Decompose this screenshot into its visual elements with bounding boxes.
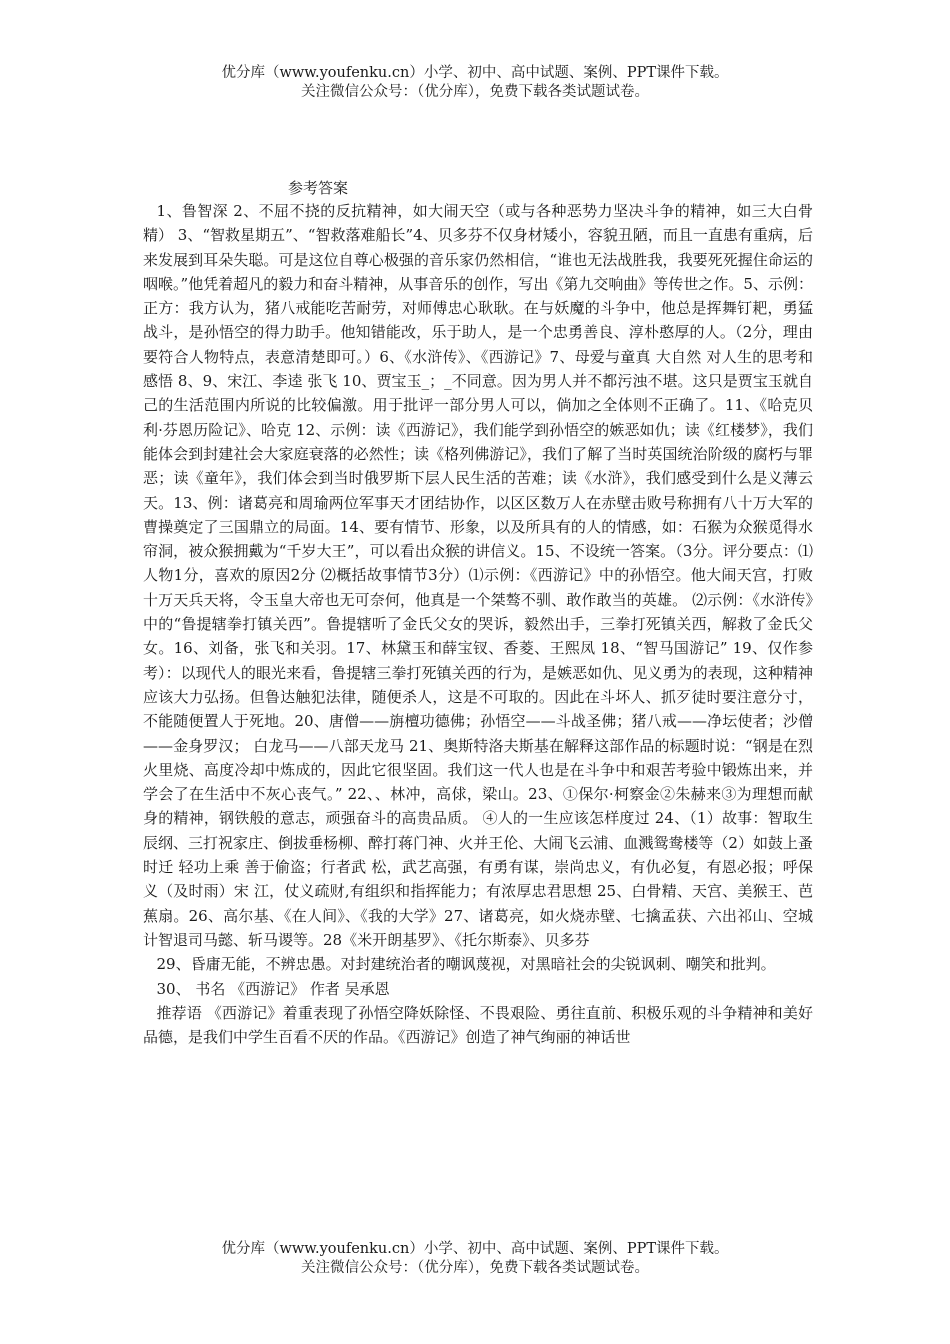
answer-paragraph-30: 30、 书名 《西游记》 作者 吴承恩 — [156, 979, 390, 998]
footer-line-1: 优分库（www.youfenku.cn）小学、初中、高中试题、案例、PPT课件下载。 — [221, 1241, 729, 1257]
answer-body — [143, 199, 813, 1049]
header-line-1: 优分库（www.youfenku.cn）小学、初中、高中试题、案例、PPT课件下载。 — [221, 65, 729, 81]
answer-paragraph-29: 29、昏庸无能，不辨忠愚。对封建统治者的嘲讽蔑视，对黑暗社会的尖锐讽刺、嘲笑和批判。 — [156, 955, 776, 974]
section-title: 参考答案 — [288, 179, 349, 197]
header-line-2: 关注微信公众号：（优分库），免费下载各类试题试卷。 — [301, 84, 649, 100]
page-footer — [0, 1240, 950, 1278]
page-header — [0, 64, 950, 102]
answer-paragraph-recommendation: 推荐语 《西游记》着重表现了孙悟空降妖除怪、不畏艰险、勇往直前、积极乐观的斗争精神和美好品德，是我们中学生百看不厌的作品。《西游记》创造了神气绚丽的神话世 — [143, 1003, 813, 1047]
footer-line-2: 关注微信公众号：（优分库），免费下载各类试题试卷。 — [301, 1260, 649, 1276]
answer-paragraph-1-28: 1、鲁智深 2、不屈不挠的反抗精神，如大闹天空（或与各种恶势力坚决斗争的精神，如三大白骨精） 3、“智救星期五”、“智救落难船长”4、贝多芬不仅身材矮小，容貌丑陋，而且一直患有重病，后来发展到耳朵失聪。可是这位自尊心极强的音乐家仍然相信，“谁也无法战胜我，我要死死握住命运的咽喉。”他凭着超凡的毅力和奋斗精神，从事音乐的创作，写出《第九交响曲》等传世之作。5、示例：正方：我方认为，猪八戒能吃苦耐劳，对师傅忠心耿耿。在与妖魔的斗争中，他总是挥舞钉耙，勇猛战斗，是孙悟空的得力助手。他知错能改，乐于助人，是一个忠勇善良、淳朴憨厚的人。（2分，理由要符合人物特点，表意清楚即可。）6、《水浒传》、《西游记》7、母爱与童真 大自然 对人生的思考和感悟 8、9、宋江、李逵 张飞 10、贾宝玉_；_不同意。因为男人并不都污浊不堪。这只是贾宝玉就自己的生活范围内所说的比较偏激。用于批评一部分男人可以，倘加之全体则不正确了。11、《哈克贝利·芬恩历险记》、哈克 12、示例：读《西游记》，我们能学到孙悟空的嫉恶如仇；读《红楼梦》，我们能体会到封建社会大家庭衰落的必然性；读《格列佛游记》，我们了解了当时英国统治阶级的腐朽与罪恶；读《童年》，我们体会到当时俄罗斯下层人民生活的苦难；读《水浒》，我们感受到什么是义薄云天。13、例：诸葛亮和周瑜两位军事天才团结协作，以区区数万人在赤壁击败号称拥有八十万大军的曹操奠定了三国鼎立的局面。14、要有情节、形象，以及所具有的人的情感，如：石猴为众猴觅得水帘洞，被众猴拥戴为“千岁大王”，可以看出众猴的讲信义。15、不设统一答案。（3分。评分要点：⑴人物1分，喜欢的原因2分 ⑵概括故事情节3分）⑴示例：《西游记》中的孙悟空。他大闹天宫，打败十万天兵天将，令玉皇大帝也无可奈何，他真是一个桀骜不驯、敢作敢当的英雄。 ⑵示例：《水浒传》中的“鲁提辖拳打镇关西”。鲁提辖听了金氏父女的哭诉，毅然出手，三拳打死镇关西，解救了金氏父女。16、刘备，张飞和关羽。17、林黛玉和薛宝钗、香菱、王熙凤 18、“智马国游记” 19、仅作参考）：以现代人的眼光来看，鲁提辖三拳打死镇关西的行为，是嫉恶如仇、见义勇为的表现，这种精神应该大力弘扬。但鲁达触犯法律，随便杀人，这是不可取的。因此在斗坏人、抓歹徒时要注意分寸，不能随便置人于死地。20、唐僧——旃檀功德佛；孙悟空——斗战圣佛；猪八戒——净坛使者；沙僧——金身罗汉； 白龙马——八部天龙马 21、奥斯特洛夫斯基在解释这部作品的标题时说：“钢是在烈火里烧、高度冷却中炼成的，因此它很坚固。我们这一代人也是在斗争中和艰苦考验中锻炼出来，并学会了在生活中不灰心丧气。” 22、、林冲，高俅，梁山。23、①保尔·柯察金②朱赫来③为理想而献身的精神，钢铁般的意志，顽强奋斗的高贵品质。 ④人的一生应该怎样度过 24、（1）故事：智取生辰纲、三打祝家庄、倒拔垂杨柳、醉打蒋门神、火并王伦、大闹飞云浦、血溅鸳鸯楼等（2）如鼓上蚤时迁 轻功上乘 善于偷盗；行者武 松，武艺高强，有勇有谋，崇尚忠义，有仇必复，有恩必报；呼保义（及时雨）宋 江，仗义疏财,有组织和指挥能力；有浓厚忠君思想 25、白骨精、天宫、美猴王、芭蕉扇。26、高尔基、《在人间》、《我的大学》27、诸葛亮，如火烧赤壁、七擒孟获、六出祁山、空城计智退司马懿、斩马谡等。28《米开朗基罗》、《托尔斯泰》、贝多芬 — [143, 202, 813, 949]
